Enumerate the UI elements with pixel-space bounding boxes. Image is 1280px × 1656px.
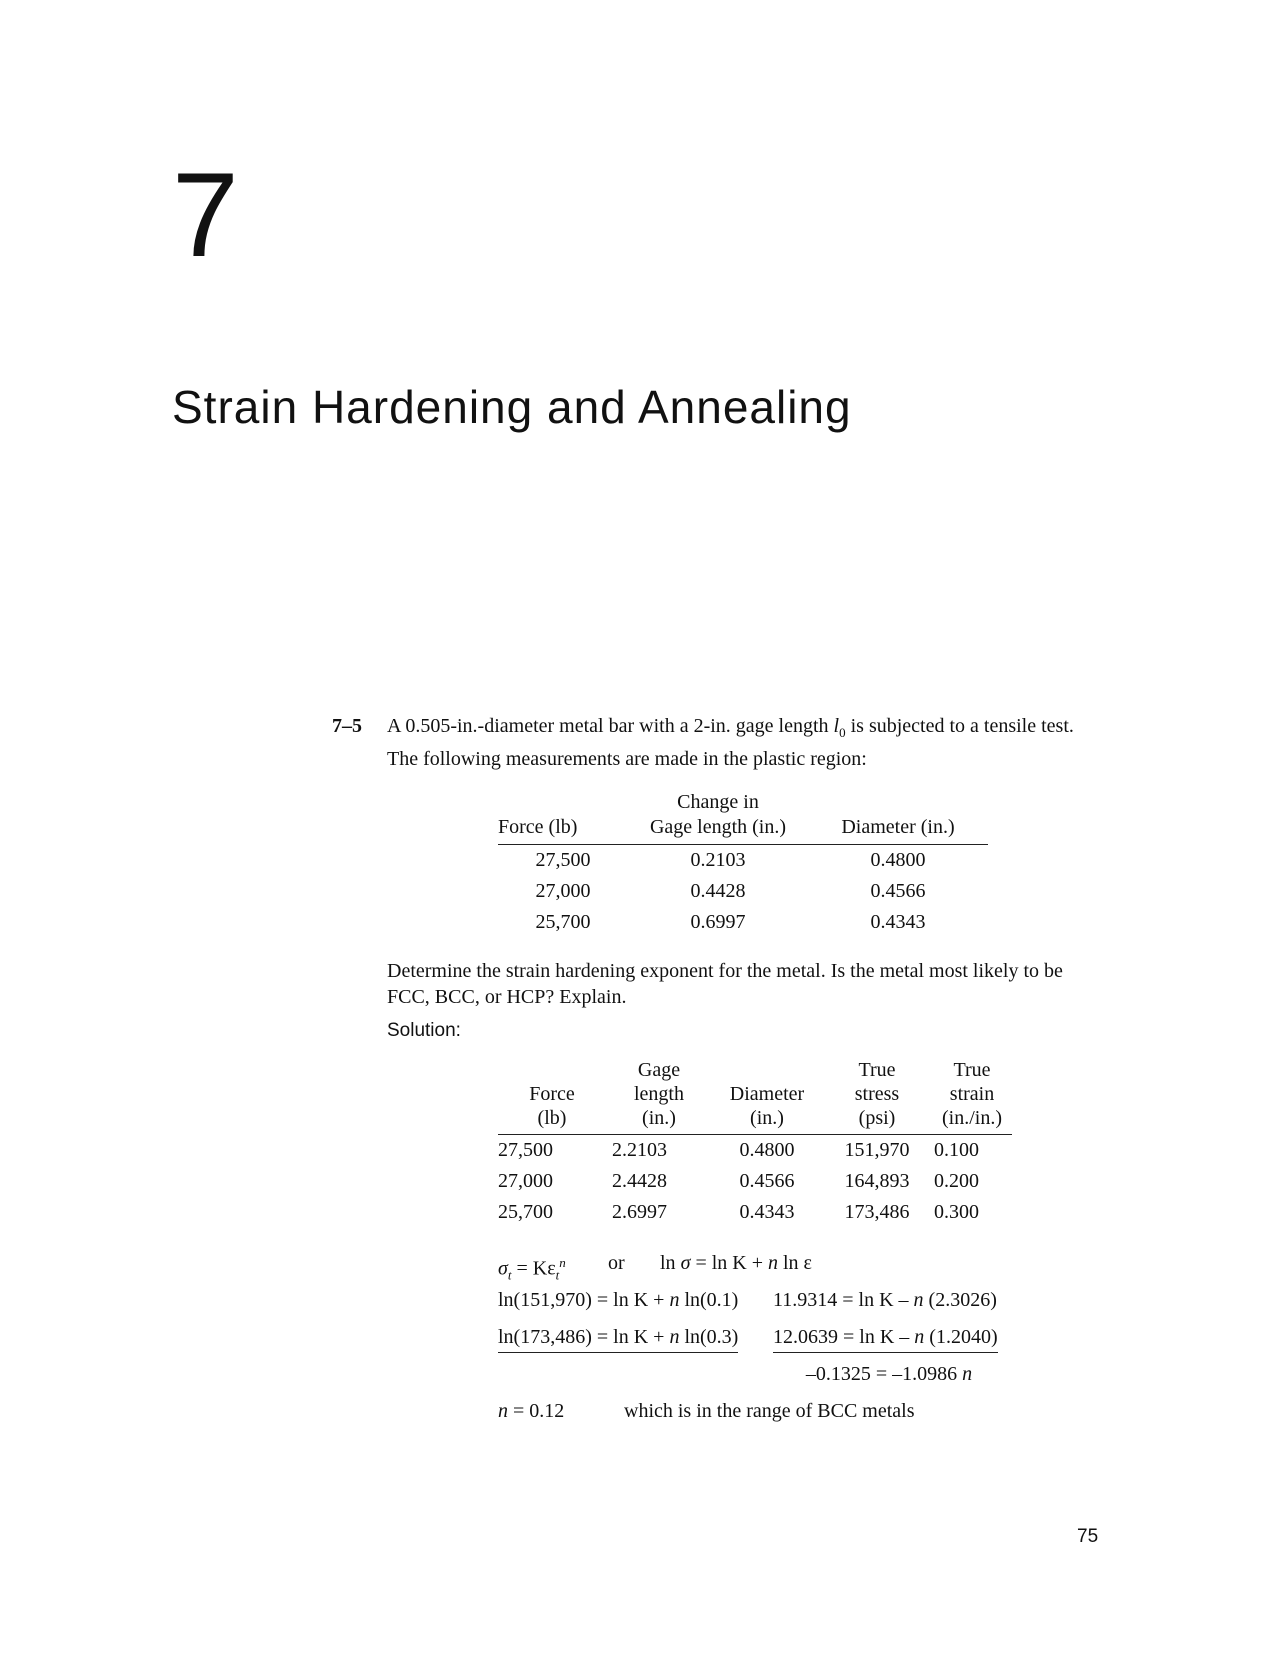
result-n-value: n = 0.12 xyxy=(498,1400,565,1422)
header-diameter: Diameter (in.) xyxy=(808,790,988,845)
gage-length-variable: l xyxy=(833,715,840,737)
header-true-strain: True strain (in./in.) xyxy=(932,1058,1012,1135)
table-row: 25,700 2.6997 0.4343 173,486 0.300 xyxy=(498,1201,979,1223)
measurement-table xyxy=(498,790,988,938)
question-text: Determine the strain hardening exponent for the metal. Is the metal most likely to be FCC, BCC, or HCP? Explain. xyxy=(387,960,1063,1008)
table-row: 27,500 0.2103 0.4800 xyxy=(535,849,926,871)
table-row: 25,700 0.6997 0.4343 xyxy=(535,911,926,933)
equation-power-law: $\sigma_t = K\varepsilon_t^n$ xyxy=(498,1255,566,1283)
equation-left-1: ln(151,970) = ln K + n ln(0.1) xyxy=(498,1289,739,1311)
result-conclusion: which is in the range of BCC metals xyxy=(624,1400,915,1422)
header-force: Force (lb) xyxy=(498,790,628,845)
table-header-row xyxy=(498,790,988,845)
chapter-number: 7 xyxy=(172,148,239,282)
problem-number: 7–5 xyxy=(332,715,362,737)
chapter-title: Strain Hardening and Annealing xyxy=(172,381,852,433)
solution-table xyxy=(498,1058,1012,1228)
equation-right-1: 11.9314 = ln K – n (2.3026) xyxy=(773,1289,997,1311)
equation-or: or xyxy=(608,1252,625,1274)
equation-difference: –0.1325 = –1.0986 n xyxy=(805,1363,973,1385)
header-diameter: Diameter (in.) xyxy=(712,1058,822,1135)
solution-label: Solution: xyxy=(387,1020,461,1041)
equation-log-form: ln σ = ln K + n ln ε xyxy=(660,1252,812,1274)
header-change-gage-length: Change in Gage length (in.) xyxy=(628,790,808,845)
table-row: 27,000 0.4428 0.4566 xyxy=(535,880,926,902)
equation-right-2: 12.0639 = ln K – n (1.2040) xyxy=(773,1324,998,1353)
header-force: Force (lb) xyxy=(498,1058,606,1135)
header-gage-length: Gage length (in.) xyxy=(606,1058,712,1135)
page-number: 75 xyxy=(1077,1526,1099,1547)
table-row: 27,500 2.2103 0.4800 151,970 0.100 xyxy=(498,1139,979,1161)
table-row: 27,000 2.4428 0.4566 164,893 0.200 xyxy=(498,1170,979,1192)
table-header-row xyxy=(498,1058,1012,1135)
equation-left-2: ln(173,486) = ln K + n ln(0.3) xyxy=(498,1324,738,1353)
header-true-stress: True stress (psi) xyxy=(822,1058,932,1135)
problem-statement: A 0.505-in.-diameter metal bar with a 2-in. gage length $l_0$ is subjected to a tensile test. The following measurements are made in the plastic region: xyxy=(387,715,1074,770)
